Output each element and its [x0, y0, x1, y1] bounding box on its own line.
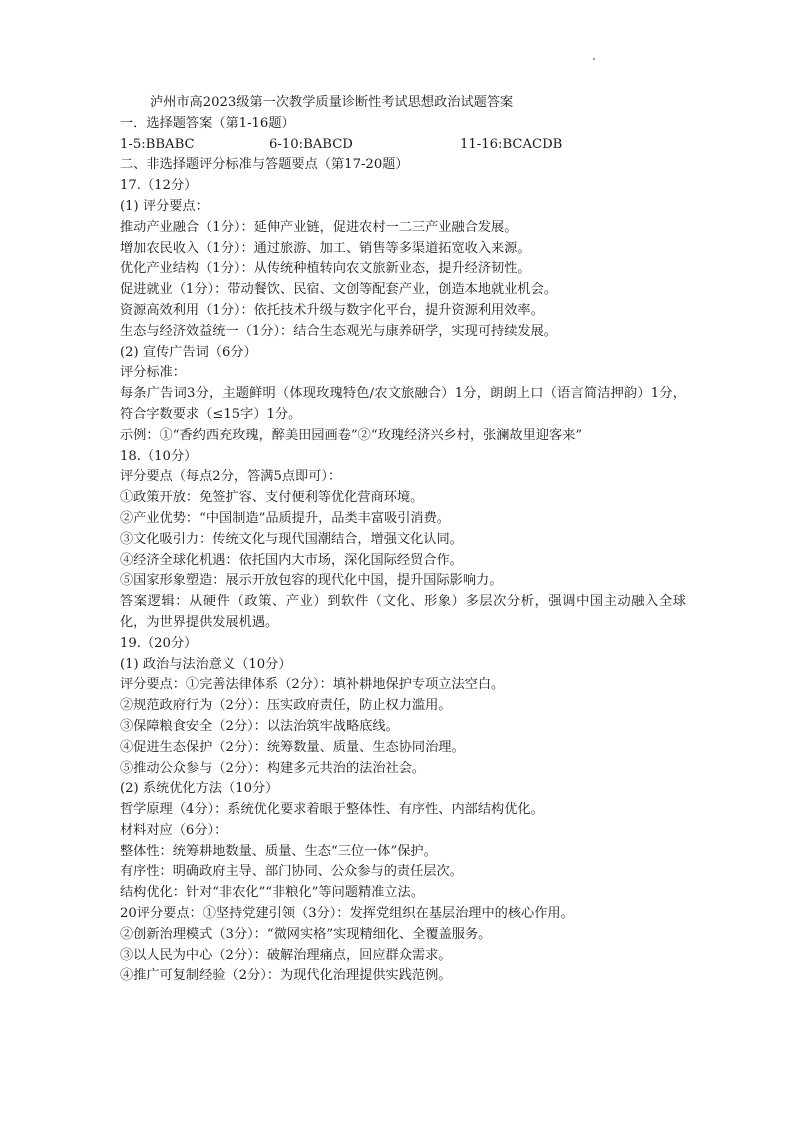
choice-answers-11-16: 11-16:BCACDB	[460, 136, 563, 152]
q19-material-point: 整体性：统筹耕地数量、质量、生态“三位一体”保护。	[120, 843, 437, 859]
q18-answer-logic: 答案逻辑：从硬件（政策、产业）到软件（文化、形象）多层次分析，强调中国主动融入全球化，为世界提供发展机遇。	[120, 594, 686, 630]
q18-points-heading: 评分要点（每点2分，答满5点即可）：	[120, 469, 342, 485]
q19-material-point: 有序性：明确政府主导、部门协同、公众参与的责任层次。	[120, 864, 463, 880]
q19-part1-point: ④促进生态保护（2分）：统筹数量、质量、生态协同治理。	[120, 739, 465, 755]
q18-heading: 18.（10分）	[120, 448, 198, 464]
choice-answers-6-10: 6-10:BABCD	[269, 136, 353, 152]
q19-heading: 19.（20分）	[120, 635, 198, 651]
q19-part1-point: ⑤推动公众参与（2分）：构建多元共治的法治社会。	[120, 760, 426, 776]
q19-principle: 哲学原理（4分）：系统优化要求着眼于整体性、有序性、内部结构优化。	[120, 802, 544, 818]
q17-heading: 17.（12分）	[120, 178, 198, 194]
q17-point: 优化产业结构（1分）：从传统种植转向农文旅新业态，提升经济韧性。	[120, 261, 531, 277]
q19-material-point: 结构优化：针对“非农化”“非粮化”等问题精准立法。	[120, 885, 424, 901]
document-title: 泸州市高2023级第一次教学质量诊断性考试思想政治试题答案	[150, 95, 514, 110]
q17-point: 资源高效利用（1分）：依托技术升级与数字化平台，提升资源利用效率。	[120, 302, 544, 318]
q18-point: ②产业优势：“中国制造”品质提升，品类丰富吸引消费。	[120, 510, 450, 526]
q17-standard-text: 每条广告词3分，主题鲜明（体现玫瑰特色/农文旅融合）1分，朗朗上口（语言简洁押韵）1分，符合字数要求（≤15字）1分。	[120, 386, 686, 422]
q18-point: ①政策开放：免签扩容、支付便利等优化营商环境。	[120, 490, 424, 506]
q20-point: 20评分要点：①坚持党建引领（3分）：发挥党组织在基层治理中的核心作用。	[120, 906, 574, 922]
q19-material-heading: 材料对应（6分）：	[120, 822, 228, 838]
section2-heading: 二、非选择题评分标准与答题要点（第17-20题）	[120, 157, 409, 173]
q17-part1-heading: (1) 评分要点：	[120, 198, 209, 214]
q19-part1-point: ②规范政府行为（2分）：压实政府责任，防止权力滥用。	[120, 698, 452, 714]
q19-part1-point: ③保障粮食安全（2分）：以法治筑牢战略底线。	[120, 718, 399, 734]
scan-dot	[593, 58, 595, 60]
q17-point: 促进就业（1分）：带动餐饮、民宿、文创等配套产业，创造本地就业机会。	[120, 282, 557, 298]
q17-standard-heading: 评分标准：	[120, 365, 186, 381]
q18-point: ④经济全球化机遇：依托国内大市场，深化国际经贸合作。	[120, 552, 463, 568]
q17-example: 示例：①“香约西充玫瑰，醉美田园画卷”②“玫瑰经济兴乡村，张澜故里迎客来”	[120, 427, 583, 443]
choice-answers-row	[120, 135, 686, 156]
answer-content	[120, 93, 686, 987]
q17-point: 推动产业融合（1分）：延伸产业链，促进农村一二三产业融合发展。	[120, 219, 518, 235]
q19-part2-heading: (2) 系统优化方法（10分）	[120, 781, 279, 797]
q18-point: ⑤国家形象塑造：展示开放包容的现代化中国，提升国际影响力。	[120, 573, 503, 589]
q20-point: ④推广可复制经验（2分）：为现代化治理提供实践范例。	[120, 968, 452, 984]
q20-point: ②创新治理模式（3分）：“微网实格”实现精细化、全覆盖服务。	[120, 926, 492, 942]
q19-part1-point: 评分要点：①完善法律体系（2分）：填补耕地保护专项立法空白。	[120, 677, 505, 693]
q17-part2-heading: (2) 宣传广告词（6分）	[120, 344, 257, 360]
q18-point: ③文化吸引力：传统文化与现代国潮结合，增强文化认同。	[120, 531, 463, 547]
q17-point: 增加农民收入（1分）：通过旅游、加工、销售等多渠道拓宽收入来源。	[120, 240, 531, 256]
q20-point: ③以人民为中心（2分）：破解治理痛点，回应群众需求。	[120, 947, 452, 963]
q17-point: 生态与经济效益统一（1分）：结合生态观光与康养研学，实现可持续发展。	[120, 323, 557, 339]
q19-part1-heading: (1) 政治与法治意义（10分）	[120, 656, 292, 672]
section1-heading: 一．选择题答案（第1-16题）	[120, 115, 295, 131]
choice-answers-1-5: 1-5:BBABC	[120, 136, 195, 152]
